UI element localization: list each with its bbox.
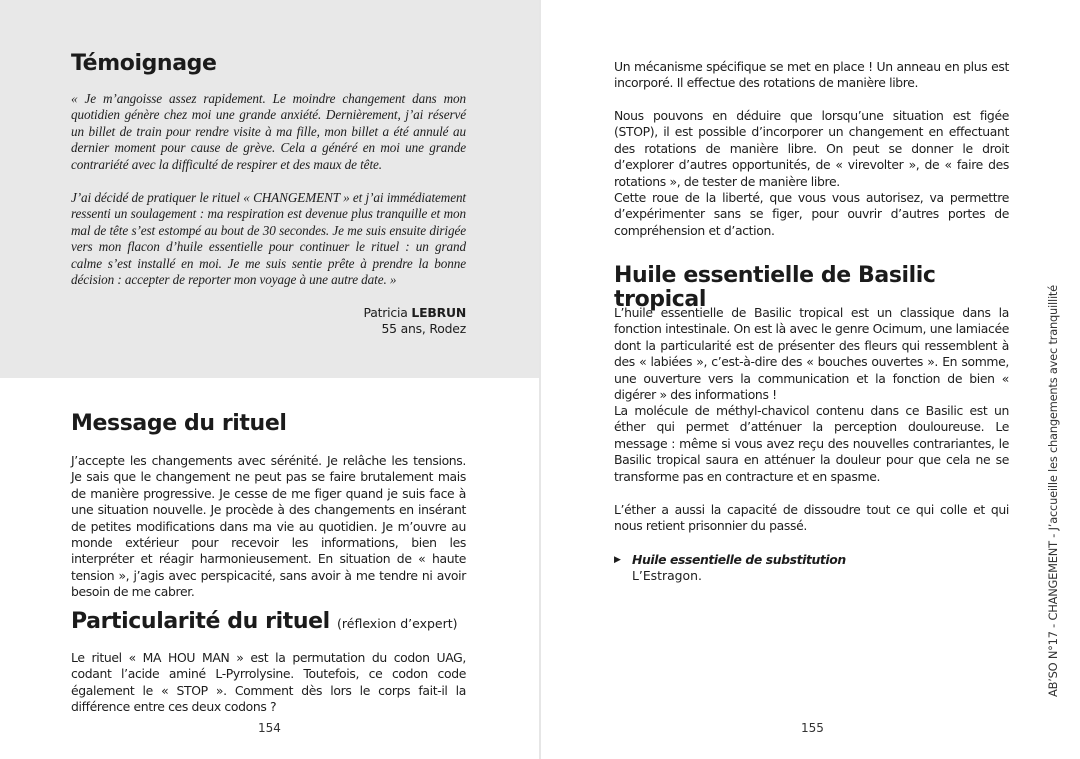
basil-paragraph-3: L’éther a aussi la capacité de dissoudre tout ce qui colle et qui nous retient prisonnier du passé. xyxy=(614,502,1009,534)
particularity-heading xyxy=(71,610,466,634)
particularity-subtitle: (réflexion d’expert) xyxy=(337,616,458,631)
message-body: J’accepte les changements avec sérénité. Je relâche les tensions. Je sais que le changement ne peut pas se faire brutalement mais de manière progressive. Je cesse de me figer quand je suis face à une situation nouvelle. Je procède à des changements en insérant de petites modifications dans ma vie au quotidien. Je m’ouvre au monde extérieur pour recevoir les informations, bien les interpréter et réagir harmonieusement. En situation de « haute tension », j’agis avec perspicacité, sans avoir à me tendre ni avoir besoin de me cabrer. xyxy=(71,453,466,600)
testimony-signature xyxy=(71,305,466,338)
author-first-name: Patricia xyxy=(363,305,408,320)
page-number-right: 155 xyxy=(801,721,824,735)
substitution-content xyxy=(632,552,846,585)
basil-paragraph-1: L’huile essentielle de Basilic tropical est un classique dans la fonction intestinale. On est là avec le genre Ocimum, une lamiacée dont la particularité est de présenter des fleurs qui ressemblent à des « labiées », c’est-à-dire des « bouches ouvertes ». En somme, une ouverture vers la communication et la fonction de bien « digérer » des informations ! xyxy=(614,305,1009,403)
message-heading: Message du rituel xyxy=(71,411,287,436)
intro-paragraph-3: Cette roue de la liberté, que vous vous autorisez, va permettre d’expérimenter sans se figer, pour ouvrir d’autres portes de compréhension et d’action. xyxy=(614,190,1009,238)
author-details: 55 ans, Rodez xyxy=(381,321,466,337)
particularity-title: Particularité du rituel xyxy=(71,609,330,634)
substitution-title: Huile essentielle de substitution xyxy=(632,552,846,567)
running-side-title: AB’SO N°17 - CHANGEMENT - J’accueille les changements avec tranquillité xyxy=(1046,285,1060,697)
testimony-paragraph-2: J’ai décidé de pratiquer le rituel « CHANGEMENT » et j’ai immédiatement ressenti un soulagement : ma respiration est devenue plus tranquille et mon mal de tête s’est estompé au bout de 30 secondes. Je me suis ensuite dirigée vers mon flacon d’huile essentielle pour continuer le rituel : un grand calme s’est installé en moi. Je me suis sentie prête à prendre la bonne décision : accepter de reporter mon voyage à une autre date. » xyxy=(71,190,466,288)
basil-heading: Huile essentielle de Basilic tropical xyxy=(614,263,936,313)
particularity-body: Le rituel « MA HOU MAN » est la permutation du codon UAG, codant l’acide aminé L-Pyrrolysine. Toutefois, ce codon code également le « STOP ». Comment dès lors le corps fait-il la différence entre ces deux codons ? xyxy=(71,650,466,715)
substitution-value: L’Estragon. xyxy=(632,568,702,584)
intro-paragraph-2: Nous pouvons en déduire que lorsqu’une situation est figée (STOP), il est possible d’incorporer un changement en effectuant des rotations de manière libre. On peut se donner le droit d’explorer d’autres opportunités, de « virevolter », de « faire des rotations », de tester de manière libre. xyxy=(614,108,1009,189)
author-last-name: LEBRUN xyxy=(411,305,466,320)
testimony-paragraph-1: « Je m’angoisse assez rapidement. Le moindre changement dans mon quotidien génère chez moi une grande anxiété. Dernièrement, j’ai réservé un billet de train pour rendre visite à ma fille, mon billet a été annulé au dernier moment pour cause de grève. Cela a généré en moi une grande contrariété avec la difficulté de respirer et des maux de tête. xyxy=(71,91,466,172)
substitution-item xyxy=(614,552,1009,585)
triangle-right-icon: ▶ xyxy=(614,555,621,565)
basil-paragraph-2: La molécule de méthyl-chavicol contenu dans ce Basilic est un éther qui permet d’atténuer la perception douloureuse. Le message : même si vous avez reçu des nouvelles contrariantes, le Basilic tropical saura en atténuer la douleur pour que cela ne se transforme pas en contracture et en spasme. xyxy=(614,403,1009,484)
intro-paragraph-1: Un mécanisme spécifique se met en place ! Un anneau en plus est incorporé. Il effectue des rotations de manière libre. xyxy=(614,59,1009,91)
testimony-heading: Témoignage xyxy=(71,51,217,76)
author-name xyxy=(71,305,466,321)
page-number-left: 154 xyxy=(258,721,281,735)
